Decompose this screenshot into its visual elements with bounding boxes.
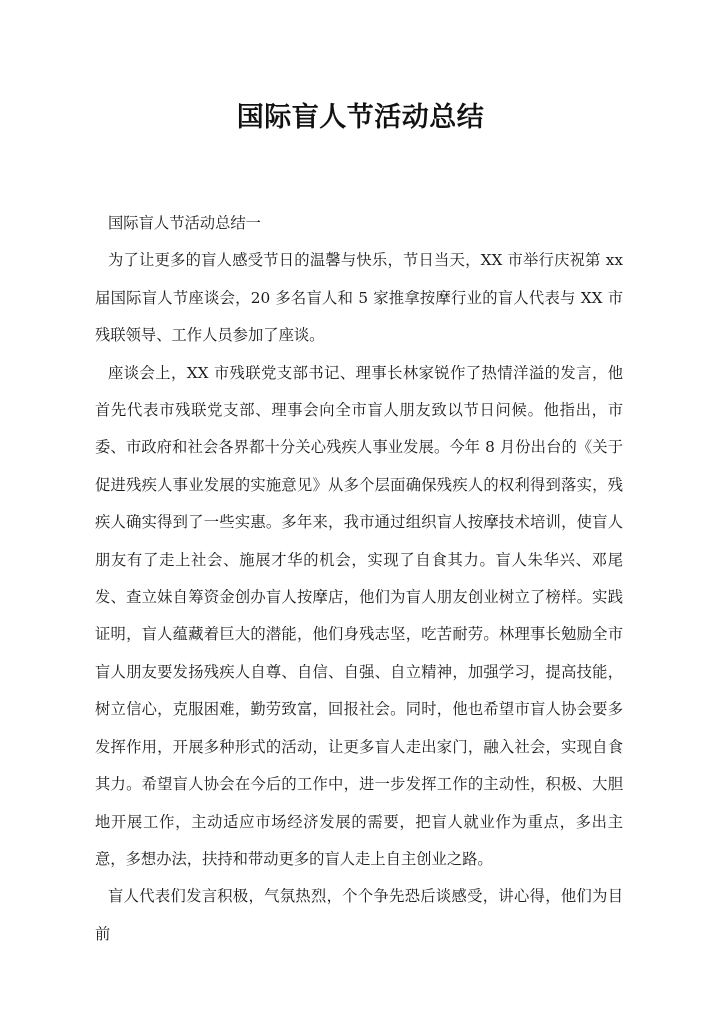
document-body <box>95 205 623 953</box>
page-title: 国际盲人节活动总结 <box>236 102 485 134</box>
paragraph-3: 盲人代表们发言积极，气氛热烈，个个争先恐后谈感受，讲心得，他们为目前 <box>95 887 623 943</box>
paragraph-2: 座谈会上，XX 市残联党支部书记、理事长林家锐作了热情洋溢的发言，他首先代表市残联党支部、理事会向全市盲人朋友致以节日问候。他指出，市委、市政府和社会各界都十分关心残疾人事业发展。今年 8 月份出台的《关于促进残疾人事业发展的实施意见》从多个层面确保残疾人的权利得到落实，残疾人确实得到了一些实惠。多年来，我市通过组织盲人按摩技术培训，使盲人朋友有了走上社会、施展才华的机会，实现了自食其力。盲人朱华兴、邓尾发、查立妹自筹资金创办盲人按摩店，他们为盲人朋友创业树立了榜样。实践证明，盲人蕴藏着巨大的潜能，他们身残志坚，吃苦耐劳。林理事长勉励全市盲人朋友要发扬残疾人自尊、自信、自强、自立精神，加强学习，提高技能，树立信心，克服困难，勤劳致富，回报社会。同时，他也希望市盲人协会要多发挥作用，开展多种形式的活动，让更多盲人走出家门，融入社会，实现自食其力。希望盲人协会在今后的工作中，进一步发挥工作的主动性，积极、大胆地开展工作，主动适应市场经济发展的需要，把盲人就业作为重点，多出主意，多想办法，扶持和带动更多的盲人走上自主创业之路。 <box>95 363 623 868</box>
paragraph-1: 为了让更多的盲人感受节日的温馨与快乐，节日当天，XX 市举行庆祝第 xx 届国际盲人节座谈会，20 多名盲人和 5 家推拿按摩行业的盲人代表与 XX 市残联领导、工作人员参加了座谈。 <box>95 251 623 345</box>
section-subheading: 国际盲人节活动总结一 <box>108 214 261 232</box>
